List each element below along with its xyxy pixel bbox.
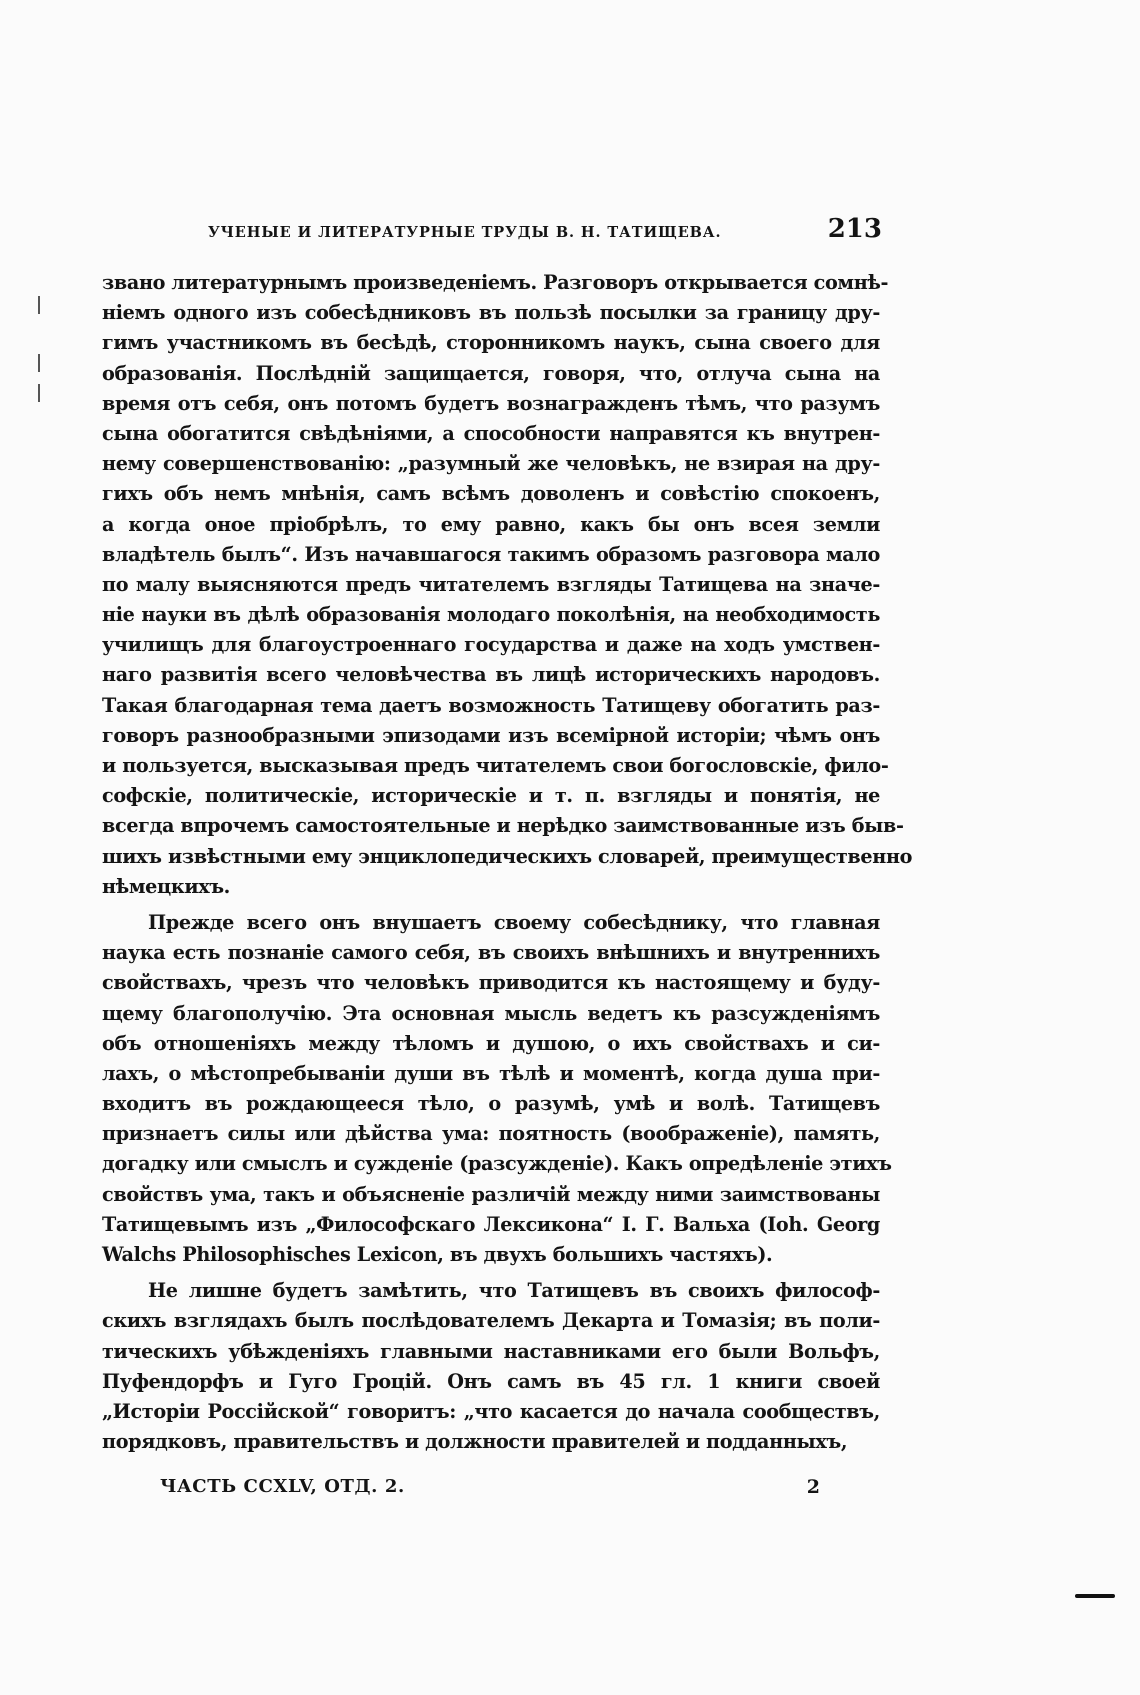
text-line: говоръ разнообразными эпизодами изъ всемірной исторіи; чѣмъ онъ [102, 723, 880, 747]
text-line: порядковъ, правительствъ и должности правителей и подданныхъ, [102, 1430, 848, 1454]
text-line: образованія. Послѣдній защищается, говоря, что, отлуча сына на [102, 361, 880, 385]
paragraph [102, 268, 913, 902]
text-line: ніе науки въ дѣлѣ образованія молодаго поколѣнія, на необходимость [102, 603, 880, 627]
text-line: свойствъ ума, такъ и объясненіе различій между ними заимствованы [102, 1182, 880, 1206]
text-line: Такая благодарная тема даетъ возможность Татищеву обогатить раз- [102, 693, 880, 717]
paragraph [102, 1276, 880, 1457]
text-line: и пользуется, высказывая предъ читателемъ свои богословскіе, фило- [102, 754, 889, 777]
text-line: объ отношеніяхъ между тѣломъ и душою, о ихъ свойствахъ и си- [102, 1031, 880, 1055]
sheet-mark: 2 [806, 1476, 820, 1498]
scan-edge-mark [1075, 1594, 1115, 1598]
text-line: Walchs Philosophisches Lexicon, въ двухъ большихъ частяхъ). [102, 1243, 773, 1266]
text-line: Татищевымъ изъ „Философскаго Лексикона“ І. Г. Вальха (Ioh. Georg [102, 1212, 880, 1236]
text-line: звано литературнымъ произведеніемъ. Разговоръ открывается сомнѣ- [102, 271, 889, 294]
text-line: шихъ извѣстными ему энциклопедическихъ словарей, преимущественно [102, 844, 913, 868]
text-line: владѣтель былъ“. Изъ начавшагося такимъ образомъ разговора мало [102, 542, 880, 566]
text-line: время отъ себя, онъ потомъ будетъ вознагражденъ тѣмъ, что разумъ [102, 391, 880, 415]
text-line: признаетъ силы или дѣйства ума: поятность (воображеніе), память, [102, 1122, 880, 1146]
margin-mark [38, 384, 40, 402]
text-line: „Исторіи Россійской“ говоритъ: „что касается до начала сообществъ, [102, 1399, 880, 1423]
text-line: наго развитія всего человѣчества въ лицѣ историческихъ народовъ. [102, 663, 880, 687]
text-line: гимъ участникомъ въ бесѣдѣ, сторонникомъ наукъ, сына своего для [102, 331, 880, 355]
body-text [102, 268, 913, 1457]
text-line: Прежде всего онъ внушаетъ своему собесѣднику, что главная [148, 910, 880, 934]
printer-signature: ЧАСТЬ CCXLV, ОТД. 2. [160, 1476, 405, 1497]
text-line: щему благополучію. Эта основная мысль ведетъ къ разсужденіямъ [102, 1001, 880, 1025]
page-footer [160, 1476, 820, 1506]
text-line: ніемъ одного изъ собесѣдниковъ въ пользѣ посылки за границу дру- [102, 301, 880, 325]
page-header [192, 214, 882, 254]
text-line: лахъ, о мѣстопребываніи души въ тѣлѣ и моментѣ, когда душа при- [102, 1061, 880, 1085]
text-line: наука есть познаніе самого себя, въ своихъ внѣшнихъ и внутреннихъ [102, 941, 880, 965]
text-line: тическихъ убѣжденіяхъ главными наставниками его были Вольфъ, [102, 1339, 880, 1363]
text-line: свойствахъ, чрезъ что человѣкъ приводится къ настоящему и буду- [102, 971, 880, 995]
text-line: гихъ объ немъ мнѣнія, самъ всѣмъ доволенъ и совѣстію спокоенъ, [102, 482, 880, 506]
text-line: по малу выясняются предъ читателемъ взгляды Татищева на значе- [102, 572, 880, 596]
text-line: скихъ взглядахъ былъ послѣдователемъ Декарта и Томазія; въ поли- [102, 1309, 880, 1333]
text-line: всегда впрочемъ самостоятельные и нерѣдко заимствованные изъ быв- [102, 814, 904, 838]
text-line: Не лишне будетъ замѣтить, что Татищевъ въ своихъ философ- [148, 1279, 880, 1303]
text-line: сына обогатится свѣдѣніями, а способности направятся къ внутрен- [102, 421, 880, 445]
text-line: Пуфендорфъ и Гуго Гроцій. Онъ самъ въ 45 гл. 1 книги своей [102, 1369, 880, 1393]
margin-mark [38, 354, 40, 372]
paragraph [102, 908, 892, 1270]
text-line: училищъ для благоустроеннаго государства и даже на ходъ умствен- [102, 633, 880, 657]
text-line: а когда оное пріобрѣлъ, то ему равно, какъ бы онъ всея земли [102, 512, 880, 536]
text-line: софскіе, политическіе, историческіе и т. п. взгляды и понятія, не [102, 784, 880, 808]
text-line: догадку или смыслъ и сужденіе (разсужденіе). Какъ опредѣленіе этихъ [102, 1152, 892, 1176]
page-number: 213 [827, 214, 882, 244]
running-head: УЧЕНЫЕ И ЛИТЕРАТУРНЫЕ ТРУДЫ В. Н. ТАТИЩЕВА. [208, 224, 722, 241]
text-line: входитъ въ рождающееся тѣло, о разумѣ, умѣ и волѣ. Татищевъ [102, 1092, 880, 1116]
text-line: нѣмецкихъ. [102, 874, 231, 898]
text-line: нему совершенствованію: „разумный же человѣкъ, не взирая на дру- [102, 452, 880, 476]
margin-mark [38, 296, 40, 314]
